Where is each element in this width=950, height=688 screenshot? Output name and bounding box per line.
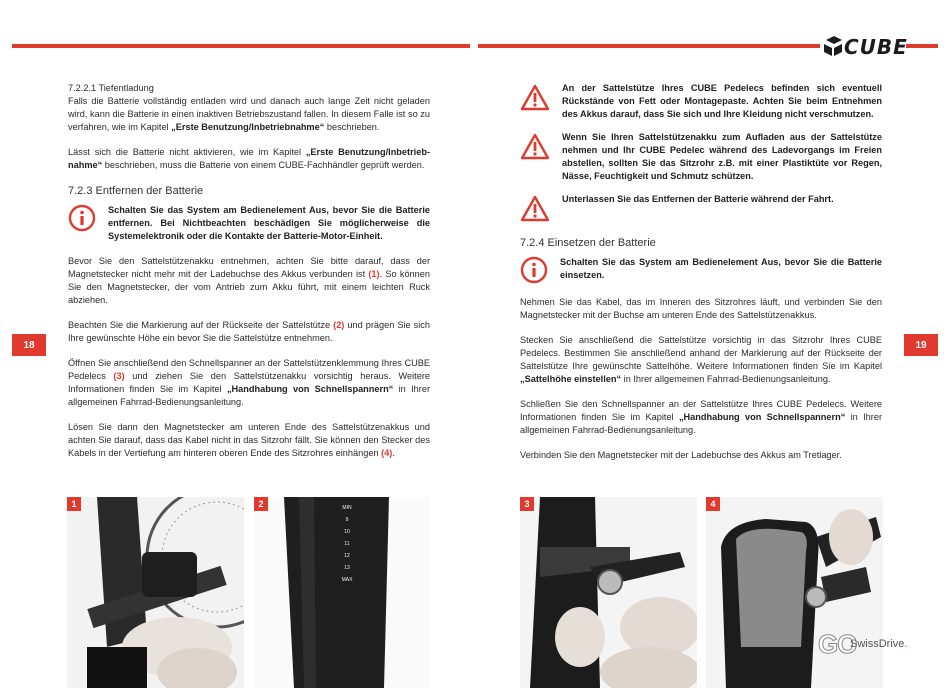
scale-mark: 13 — [344, 565, 350, 571]
warning-note — [520, 131, 882, 183]
warning-icon — [520, 195, 550, 222]
warning-icon — [520, 133, 550, 160]
page-number-left: 18 — [12, 334, 46, 356]
photo-1-magnet-plug — [67, 497, 244, 688]
seatpost-scale — [329, 502, 365, 586]
warning-note — [520, 82, 882, 121]
info-note-text: Schalten Sie das System am Bedienelement Aus, bevor Sie die Batterie entfernen. Bei Nichtbeachten beschädigen Sie möglicherweise die Systemelektronik oder die Kontakte der Batterie-Motor-Einheit. — [108, 205, 430, 241]
cube-mark-icon — [822, 34, 844, 58]
paragraph: Verbinden Sie den Magnetstecker mit der Ladebuchse des Akkus am Tretlager. — [520, 450, 842, 460]
info-note — [520, 256, 882, 284]
header-bar-right — [478, 44, 820, 48]
info-icon — [520, 256, 548, 284]
quick-release-illustration — [520, 497, 697, 688]
right-column — [520, 82, 882, 474]
warning-icon — [520, 84, 550, 111]
section-heading-einsetzen: 7.2.4 Einsetzen der Batterie — [520, 237, 656, 249]
warning-text: Unterlassen Sie das Entfernen der Batterie während der Fahrt. — [562, 194, 834, 204]
cube-logo — [822, 34, 908, 58]
photo-2-seatpost-marking — [254, 497, 430, 688]
info-icon — [68, 204, 96, 232]
scale-mark: 10 — [344, 529, 350, 535]
paragraph: Öffnen Sie anschließend den Schnellspanner an der Sattelstützenklemmung Ihres CUBE Pedelecs (3) und ziehen Sie den Sattelstützenakku vorsichtig heraus. Weitere Informationen finden Sie im Kapitel „Handhabung von Schnellspannern“ in Ihrer allgemeinen Fahrrad-Bedienungsanleitung. — [68, 358, 430, 407]
header-bar-right-end — [906, 44, 938, 48]
photo-number: 1 — [67, 497, 81, 511]
paragraph: Stecken Sie anschließend die Sattelstütze vorsichtig in das Sitzrohr Ihres CUBE Pedelecs. Bestimmen Sie anschließend anhand der Markierung auf der Rückseite der Sattelstütze Ihre gewünschte Sattelhöhe. Weitere Informationen finden Sie im Kapitel „Sattelhöhe einstellen“ in Ihrer allgemeinen Fahrrad-Bedienungsanleitung. — [520, 335, 882, 384]
header-bar-left — [12, 44, 470, 48]
go-wordmark: GO — [818, 629, 857, 659]
scale-mark: 11 — [344, 541, 350, 547]
left-column — [68, 82, 430, 472]
bike-crank-illustration — [67, 497, 244, 688]
swissdrive-text: SwissDrive. — [850, 638, 908, 650]
paragraph: Beachten Sie die Markierung auf der Rückseite der Sattelstütze (2) und prägen Sie sich Ihre gewünschte Höhe ein bevor Sie die Sattelstütze entnehmen. — [68, 320, 430, 343]
scale-mark: 12 — [344, 553, 350, 559]
paragraph: Lösen Sie dann den Magnetstecker am unteren Ende des Sattelstützenakkus und achten Sie darauf, dass das Kabel nicht in das Sitzrohr fällt. Sie können den Stecker des Kabels in der Vertiefung am hinteren oberen Ende des Sitzrohres einhängen (4). — [68, 422, 430, 458]
section-heading-entfernen: 7.2.3 Entfernen der Batterie — [68, 185, 204, 197]
warning-note — [520, 193, 882, 222]
photo-number: 4 — [706, 497, 720, 511]
photo-3-quick-release — [520, 497, 697, 688]
info-note — [68, 204, 430, 243]
scale-mark: 9 — [345, 517, 349, 523]
warning-text: An der Sattelstütze Ihres CUBE Pedelecs befinden sich eventuell Rückstände von Fett oder Montagepaste. Achten Sie beim Entnehmen des Akkus darauf, dass Sie sich und Ihre Kleidung nicht verschmutzen. — [562, 83, 882, 119]
paragraph: Lässt sich die Batterie nicht aktivieren, wie im Kapitel „Erste Benutzung/Inbetriebnahme“ beschrieben, muss die Batterie von einem CUBE-Fachhändler geprüft werden. — [68, 147, 431, 170]
paragraph: Bevor Sie den Sattelstützenakku entnehmen, achten Sie bitte darauf, dass der Magnetstecker nicht mehr mit der Ladebuchse des Akkus verbunden ist (1). So können Sie den Magnetstecker, der vom Antrieb zum Akku führt, mit einem leichten Ruck abziehen. — [68, 256, 430, 305]
scale-mark: MIN — [342, 505, 352, 511]
go-swissdrive-logo — [818, 631, 928, 657]
photo-number: 2 — [254, 497, 268, 511]
section-heading-tiefentladung: 7.2.2.1 Tiefentladung — [68, 83, 154, 93]
brand-name: CUBE — [844, 35, 908, 59]
scale-mark: MAX — [341, 577, 353, 583]
paragraph: Falls die Batterie vollständig entladen wird und danach auch lange Zeit nicht geladen wird, kann die Batterie in einen inaktiven Betriebszustand fallen. In diesem Falle ist so zu verfahren, wie im Kapitel „Erste Benutzung/Inbetriebnahme“ beschrieben. — [68, 96, 430, 132]
paragraph: Nehmen Sie das Kabel, das im Inneren des Sitzrohres läuft, und verbinden Sie den Magnetstecker mit der Buchse am unteren Ende des Sattelstützenakkus. — [520, 297, 882, 320]
page-number-right: 19 — [904, 334, 938, 356]
paragraph: Schließen Sie den Schnellspanner an der Sattelstütze Ihres CUBE Pedelecs. Weitere Informationen finden Sie im Kapitel „Handhabung von Schnellspannern“ in Ihrer allgemeinen Fahrrad-Bedienungsanleitung. — [520, 399, 882, 435]
warning-text: Wenn Sie Ihren Sattelstützenakku zum Aufladen aus der Sattelstütze nehmen und Ihr CUBE Pedelec während des Ladevorgangs im Freien abstellen, sollten Sie das Sitzrohr z.B. mit einer Plastiktüte vor Regen, Nässe, Feuchtigkeit und Schmutz schützen. — [562, 132, 882, 181]
info-note-text: Schalten Sie das System am Bedienelement Aus, bevor Sie die Batterie einsetzen. — [560, 257, 882, 280]
photo-number: 3 — [520, 497, 534, 511]
